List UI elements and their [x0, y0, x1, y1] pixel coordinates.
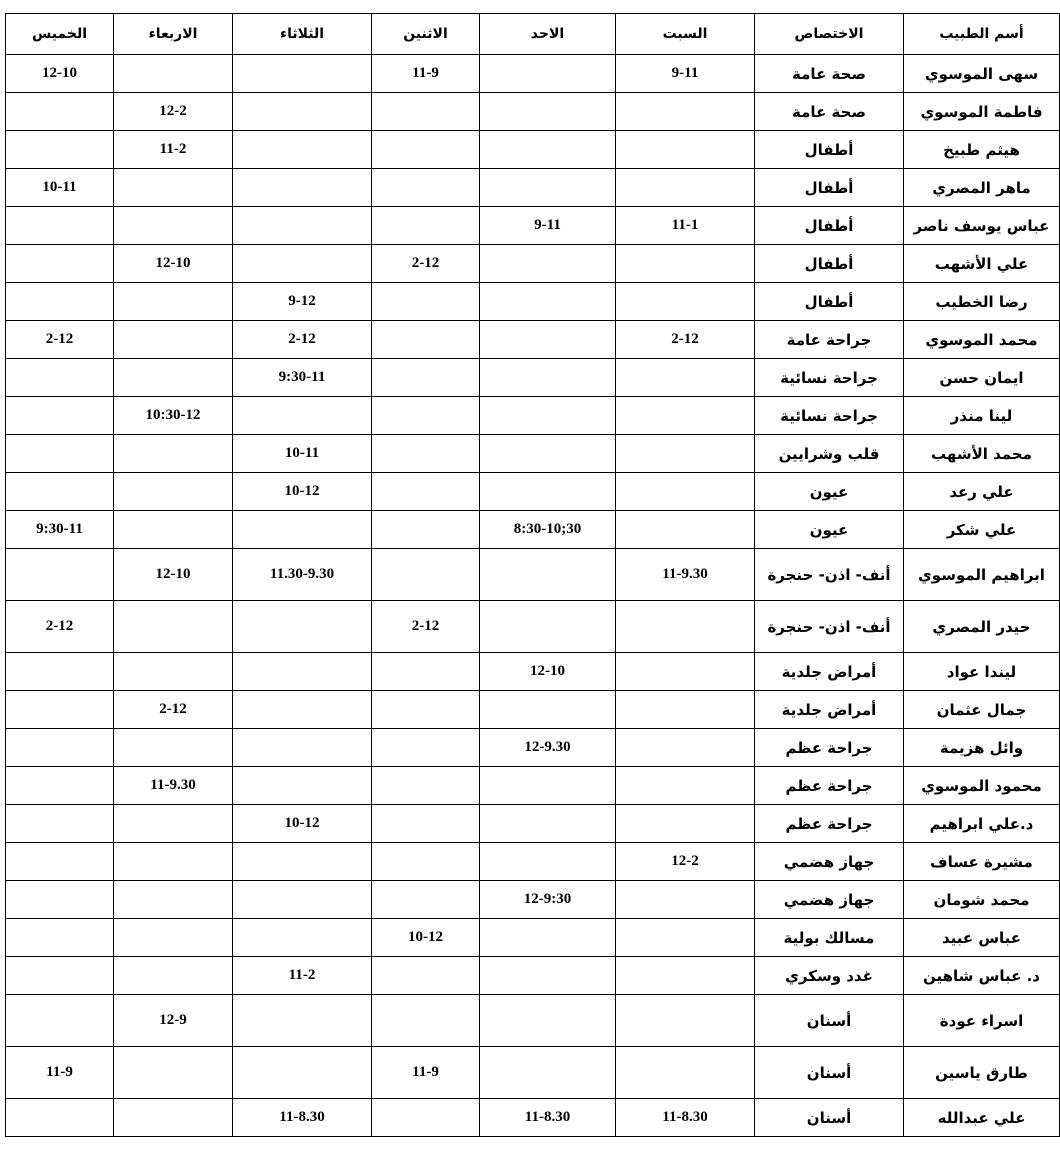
monday-cell	[372, 435, 480, 473]
table-row	[6, 995, 1060, 1047]
saturday-cell	[616, 729, 755, 767]
saturday-cell: 11-1	[616, 207, 755, 245]
saturday-cell	[616, 435, 755, 473]
monday-cell: 11-9	[372, 1047, 480, 1099]
tuesday-cell: 11-2	[233, 957, 372, 995]
table-row	[6, 55, 1060, 93]
specialty-cell: أنف- اذن- حنجرة	[755, 601, 904, 653]
sunday-cell	[480, 93, 616, 131]
thursday-cell	[6, 359, 114, 397]
specialty-cell: قلب وشرايين	[755, 435, 904, 473]
sunday-cell	[480, 843, 616, 881]
saturday-cell: 9-11	[616, 55, 755, 93]
header-tuesday: الثلاثاء	[233, 14, 372, 55]
tuesday-cell	[233, 511, 372, 549]
monday-cell	[372, 169, 480, 207]
header-row	[6, 14, 1060, 55]
sunday-cell	[480, 473, 616, 511]
tuesday-cell: 9:30-11	[233, 359, 372, 397]
wednesday-cell	[114, 805, 233, 843]
monday-cell	[372, 1099, 480, 1137]
thursday-cell	[6, 549, 114, 601]
doctor-name-cell: علي شكر	[904, 511, 1060, 549]
wednesday-cell	[114, 601, 233, 653]
doctor-name-cell: طارق ياسين	[904, 1047, 1060, 1099]
sunday-cell	[480, 995, 616, 1047]
wednesday-cell	[114, 919, 233, 957]
saturday-cell	[616, 397, 755, 435]
table-row	[6, 1047, 1060, 1099]
table-row	[6, 919, 1060, 957]
thursday-cell	[6, 919, 114, 957]
sunday-cell: 12-10	[480, 653, 616, 691]
monday-cell	[372, 957, 480, 995]
sunday-cell	[480, 55, 616, 93]
table-row	[6, 805, 1060, 843]
tuesday-cell	[233, 919, 372, 957]
doctor-name-cell: حيدر المصري	[904, 601, 1060, 653]
doctor-name-cell: محمد الأشهب	[904, 435, 1060, 473]
header-wednesday: الاربعاء	[114, 14, 233, 55]
saturday-cell	[616, 957, 755, 995]
doctor-name-cell: د.علي ابراهيم	[904, 805, 1060, 843]
header-saturday: السبت	[616, 14, 755, 55]
sunday-cell	[480, 919, 616, 957]
doctor-name-cell: ابراهيم الموسوي	[904, 549, 1060, 601]
specialty-cell: جراحة عظم	[755, 805, 904, 843]
doctor-name-cell: ليندا عواد	[904, 653, 1060, 691]
sunday-cell: 8:30-10;30	[480, 511, 616, 549]
monday-cell	[372, 93, 480, 131]
monday-cell	[372, 131, 480, 169]
header-specialty: الاختصاص	[755, 14, 904, 55]
specialty-cell: مسالك بولية	[755, 919, 904, 957]
tuesday-cell	[233, 843, 372, 881]
tuesday-cell	[233, 767, 372, 805]
sunday-cell	[480, 169, 616, 207]
sunday-cell	[480, 321, 616, 359]
specialty-cell: جراحة نسائية	[755, 359, 904, 397]
saturday-cell	[616, 93, 755, 131]
wednesday-cell: 11-9.30	[114, 767, 233, 805]
wednesday-cell	[114, 653, 233, 691]
saturday-cell: 2-12	[616, 321, 755, 359]
doctor-name-cell: ماهر المصري	[904, 169, 1060, 207]
doctor-name-cell: عباس يوسف ناصر	[904, 207, 1060, 245]
table-row	[6, 359, 1060, 397]
tuesday-cell: 2-12	[233, 321, 372, 359]
table-row	[6, 511, 1060, 549]
wednesday-cell	[114, 1047, 233, 1099]
schedule-container	[5, 13, 1050, 1137]
saturday-cell	[616, 601, 755, 653]
monday-cell: 11-9	[372, 55, 480, 93]
specialty-cell: غدد وسكري	[755, 957, 904, 995]
saturday-cell	[616, 169, 755, 207]
tuesday-cell: 9-12	[233, 283, 372, 321]
specialty-cell: أطفال	[755, 245, 904, 283]
tuesday-cell	[233, 397, 372, 435]
thursday-cell	[6, 397, 114, 435]
table-row	[6, 653, 1060, 691]
monday-cell	[372, 511, 480, 549]
thursday-cell	[6, 843, 114, 881]
table-row	[6, 881, 1060, 919]
sunday-cell	[480, 283, 616, 321]
wednesday-cell	[114, 729, 233, 767]
wednesday-cell	[114, 1099, 233, 1137]
doctor-name-cell: محمود الموسوي	[904, 767, 1060, 805]
doctor-name-cell: عباس عبيد	[904, 919, 1060, 957]
thursday-cell	[6, 805, 114, 843]
sunday-cell	[480, 767, 616, 805]
wednesday-cell	[114, 55, 233, 93]
wednesday-cell	[114, 881, 233, 919]
sunday-cell	[480, 359, 616, 397]
wednesday-cell	[114, 207, 233, 245]
thursday-cell	[6, 1099, 114, 1137]
table-row	[6, 729, 1060, 767]
specialty-cell: جهاز هضمي	[755, 843, 904, 881]
wednesday-cell	[114, 435, 233, 473]
thursday-cell	[6, 691, 114, 729]
doctor-name-cell: وائل هزيمة	[904, 729, 1060, 767]
specialty-cell: أطفال	[755, 207, 904, 245]
monday-cell	[372, 881, 480, 919]
table-row	[6, 473, 1060, 511]
table-header	[6, 14, 1060, 55]
thursday-cell	[6, 881, 114, 919]
monday-cell	[372, 397, 480, 435]
sunday-cell	[480, 957, 616, 995]
tuesday-cell	[233, 169, 372, 207]
monday-cell: 2-12	[372, 245, 480, 283]
tuesday-cell	[233, 93, 372, 131]
doctor-name-cell: مشيرة عساف	[904, 843, 1060, 881]
table-row	[6, 691, 1060, 729]
thursday-cell: 2-12	[6, 601, 114, 653]
saturday-cell	[616, 511, 755, 549]
specialty-cell: صحة عامة	[755, 55, 904, 93]
wednesday-cell	[114, 321, 233, 359]
monday-cell	[372, 653, 480, 691]
specialty-cell: أسنان	[755, 1099, 904, 1137]
sunday-cell	[480, 1047, 616, 1099]
specialty-cell: صحة عامة	[755, 93, 904, 131]
thursday-cell	[6, 131, 114, 169]
monday-cell	[372, 321, 480, 359]
specialty-cell: أمراض جلدية	[755, 653, 904, 691]
sunday-cell	[480, 601, 616, 653]
saturday-cell	[616, 767, 755, 805]
tuesday-cell	[233, 881, 372, 919]
monday-cell	[372, 691, 480, 729]
tuesday-cell	[233, 55, 372, 93]
saturday-cell	[616, 131, 755, 169]
specialty-cell: عيون	[755, 473, 904, 511]
table-row	[6, 207, 1060, 245]
saturday-cell: 11-8.30	[616, 1099, 755, 1137]
tuesday-cell	[233, 995, 372, 1047]
saturday-cell	[616, 691, 755, 729]
sunday-cell	[480, 805, 616, 843]
doctor-name-cell: سهى الموسوي	[904, 55, 1060, 93]
specialty-cell: أطفال	[755, 169, 904, 207]
tuesday-cell	[233, 653, 372, 691]
saturday-cell	[616, 805, 755, 843]
monday-cell: 10-12	[372, 919, 480, 957]
tuesday-cell	[233, 601, 372, 653]
doctor-name-cell: محمد الموسوي	[904, 321, 1060, 359]
thursday-cell	[6, 283, 114, 321]
table-body	[6, 55, 1060, 1137]
sunday-cell	[480, 691, 616, 729]
thursday-cell	[6, 653, 114, 691]
thursday-cell	[6, 207, 114, 245]
monday-cell: 2-12	[372, 601, 480, 653]
doctor-name-cell: علي الأشهب	[904, 245, 1060, 283]
doctor-name-cell: محمد شومان	[904, 881, 1060, 919]
thursday-cell	[6, 93, 114, 131]
doctor-name-cell: ايمان حسن	[904, 359, 1060, 397]
thursday-cell: 9:30-11	[6, 511, 114, 549]
thursday-cell: 10-11	[6, 169, 114, 207]
monday-cell	[372, 359, 480, 397]
thursday-cell	[6, 435, 114, 473]
saturday-cell	[616, 919, 755, 957]
table-row	[6, 131, 1060, 169]
specialty-cell: جهاز هضمي	[755, 881, 904, 919]
sunday-cell: 12-9.30	[480, 729, 616, 767]
specialty-cell: أسنان	[755, 995, 904, 1047]
specialty-cell: أسنان	[755, 1047, 904, 1099]
sunday-cell: 12-9:30	[480, 881, 616, 919]
tuesday-cell: 11.30-9.30	[233, 549, 372, 601]
doctor-name-cell: د. عباس شاهين	[904, 957, 1060, 995]
specialty-cell: جراحة نسائية	[755, 397, 904, 435]
wednesday-cell: 12-10	[114, 245, 233, 283]
doctor-name-cell: علي عبدالله	[904, 1099, 1060, 1137]
thursday-cell	[6, 995, 114, 1047]
table-row	[6, 93, 1060, 131]
tuesday-cell	[233, 131, 372, 169]
wednesday-cell	[114, 473, 233, 511]
sunday-cell	[480, 435, 616, 473]
sunday-cell	[480, 397, 616, 435]
wednesday-cell	[114, 957, 233, 995]
saturday-cell	[616, 1047, 755, 1099]
wednesday-cell: 12-2	[114, 93, 233, 131]
wednesday-cell	[114, 283, 233, 321]
saturday-cell: 11-9.30	[616, 549, 755, 601]
thursday-cell	[6, 473, 114, 511]
doctor-name-cell: هيثم طبيخ	[904, 131, 1060, 169]
specialty-cell: جراحة عامة	[755, 321, 904, 359]
tuesday-cell: 11-8.30	[233, 1099, 372, 1137]
tuesday-cell: 10-12	[233, 805, 372, 843]
specialty-cell: أمراض جلدية	[755, 691, 904, 729]
saturday-cell	[616, 359, 755, 397]
thursday-cell: 12-10	[6, 55, 114, 93]
header-sunday: الاحد	[480, 14, 616, 55]
thursday-cell	[6, 767, 114, 805]
monday-cell	[372, 549, 480, 601]
specialty-cell: عيون	[755, 511, 904, 549]
tuesday-cell	[233, 207, 372, 245]
thursday-cell	[6, 957, 114, 995]
header-doctor-name: أسم الطبيب	[904, 14, 1060, 55]
sunday-cell: 11-8.30	[480, 1099, 616, 1137]
saturday-cell	[616, 473, 755, 511]
tuesday-cell	[233, 691, 372, 729]
doctor-name-cell: رضا الخطيب	[904, 283, 1060, 321]
saturday-cell	[616, 245, 755, 283]
doctor-name-cell: جمال عثمان	[904, 691, 1060, 729]
monday-cell	[372, 767, 480, 805]
saturday-cell	[616, 881, 755, 919]
table-row	[6, 169, 1060, 207]
table-row	[6, 549, 1060, 601]
saturday-cell: 12-2	[616, 843, 755, 881]
doctor-name-cell: علي رعد	[904, 473, 1060, 511]
sunday-cell	[480, 245, 616, 283]
table-row	[6, 435, 1060, 473]
thursday-cell: 2-12	[6, 321, 114, 359]
thursday-cell	[6, 245, 114, 283]
tuesday-cell: 10-11	[233, 435, 372, 473]
table-row	[6, 283, 1060, 321]
specialty-cell: أطفال	[755, 283, 904, 321]
monday-cell	[372, 843, 480, 881]
doctor-name-cell: اسراء عودة	[904, 995, 1060, 1047]
sunday-cell	[480, 549, 616, 601]
wednesday-cell: 12-10	[114, 549, 233, 601]
wednesday-cell: 10:30-12	[114, 397, 233, 435]
tuesday-cell	[233, 245, 372, 283]
monday-cell	[372, 473, 480, 511]
thursday-cell: 11-9	[6, 1047, 114, 1099]
specialty-cell: جراحة عظم	[755, 767, 904, 805]
tuesday-cell: 10-12	[233, 473, 372, 511]
wednesday-cell	[114, 169, 233, 207]
saturday-cell	[616, 995, 755, 1047]
monday-cell	[372, 207, 480, 245]
doctor-name-cell: لينا منذر	[904, 397, 1060, 435]
thursday-cell	[6, 729, 114, 767]
table-row	[6, 321, 1060, 359]
monday-cell	[372, 995, 480, 1047]
header-monday: الاثنين	[372, 14, 480, 55]
table-row	[6, 767, 1060, 805]
table-row	[6, 957, 1060, 995]
table-row	[6, 1099, 1060, 1137]
wednesday-cell	[114, 511, 233, 549]
table-row	[6, 843, 1060, 881]
saturday-cell	[616, 653, 755, 691]
sunday-cell: 9-11	[480, 207, 616, 245]
wednesday-cell	[114, 843, 233, 881]
table-row	[6, 601, 1060, 653]
wednesday-cell	[114, 359, 233, 397]
specialty-cell: أطفال	[755, 131, 904, 169]
table-row	[6, 397, 1060, 435]
specialty-cell: أنف- اذن- حنجرة	[755, 549, 904, 601]
wednesday-cell: 11-2	[114, 131, 233, 169]
doctor-name-cell: فاطمة الموسوي	[904, 93, 1060, 131]
tuesday-cell	[233, 729, 372, 767]
monday-cell	[372, 729, 480, 767]
monday-cell	[372, 283, 480, 321]
tuesday-cell	[233, 1047, 372, 1099]
saturday-cell	[616, 283, 755, 321]
wednesday-cell: 2-12	[114, 691, 233, 729]
sunday-cell	[480, 131, 616, 169]
doctors-schedule-table	[5, 13, 1060, 1137]
header-thursday: الخميس	[6, 14, 114, 55]
wednesday-cell: 12-9	[114, 995, 233, 1047]
monday-cell	[372, 805, 480, 843]
table-row	[6, 245, 1060, 283]
specialty-cell: جراحة عظم	[755, 729, 904, 767]
